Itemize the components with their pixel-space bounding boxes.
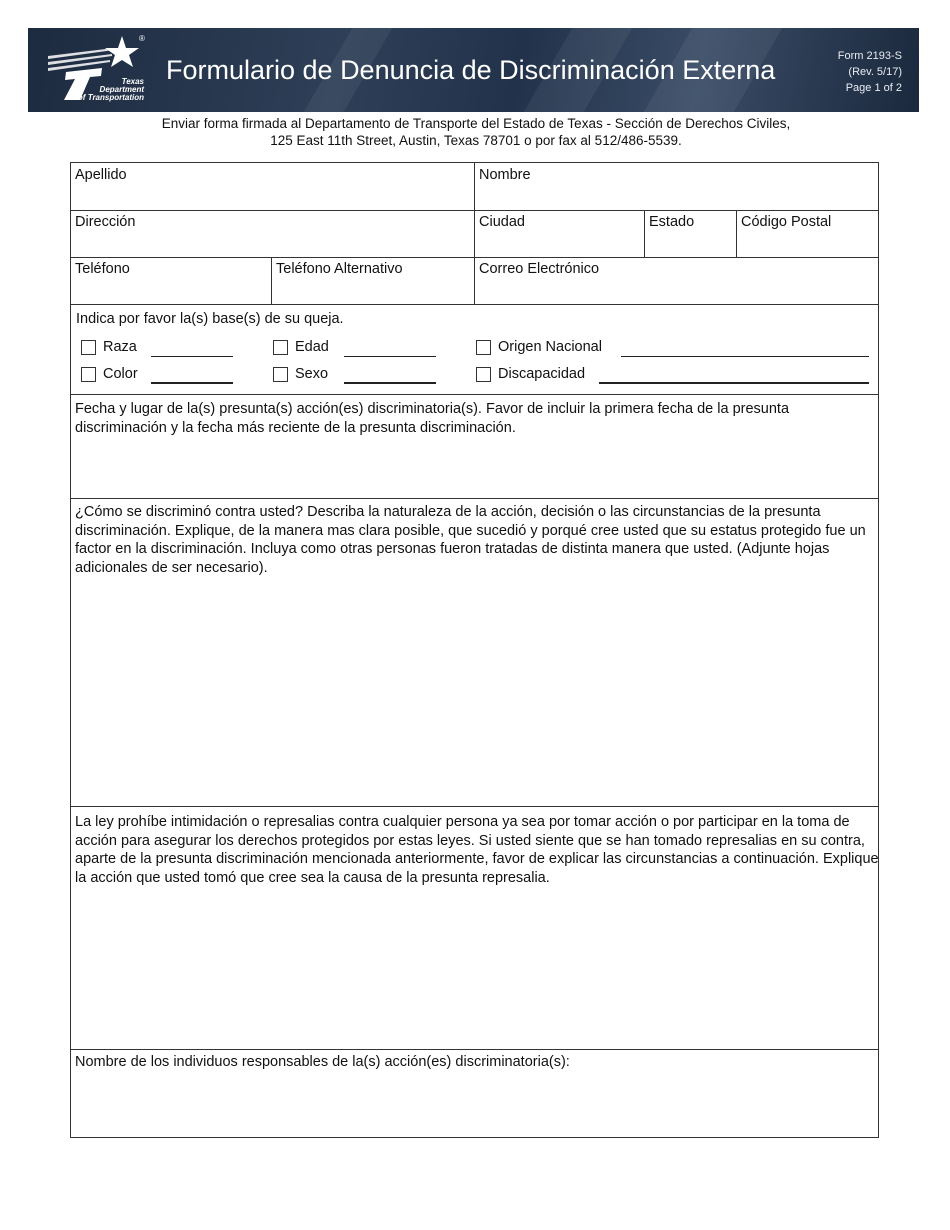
disability-checkbox[interactable] xyxy=(476,367,491,382)
zip-field[interactable]: Código Postal xyxy=(741,214,832,230)
race-checkbox[interactable] xyxy=(81,340,96,355)
form-number: Form 2193-S xyxy=(837,50,902,62)
complaint-form xyxy=(70,162,879,1138)
responsible-individuals-section[interactable]: Nombre de los individuos responsables de la(s) acción(es) discriminatoria(s): xyxy=(75,1054,570,1070)
last-name-field[interactable]: Apellido xyxy=(75,167,127,183)
city-field[interactable]: Ciudad xyxy=(479,214,525,230)
phone-field[interactable]: Teléfono xyxy=(75,261,130,277)
age-checkbox[interactable] xyxy=(273,340,288,355)
basis-prompt: Indica por favor la(s) base(s) de su queja. xyxy=(76,311,344,327)
basis-sex-option[interactable]: Sexo xyxy=(273,366,328,382)
basis-race-option[interactable]: Raza xyxy=(81,339,137,355)
address-field[interactable]: Dirección xyxy=(75,214,136,230)
alt-phone-field[interactable]: Teléfono Alternativo xyxy=(276,261,403,277)
email-field[interactable]: Correo Electrónico xyxy=(479,261,600,277)
page-indicator: Page 1 of 2 xyxy=(845,82,902,94)
basis-disability-option[interactable]: Discapacidad xyxy=(476,366,585,382)
basis-age-option[interactable]: Edad xyxy=(273,339,329,355)
race-blank[interactable] xyxy=(151,356,233,357)
color-blank[interactable] xyxy=(151,382,233,384)
logo-text: Texas Department of Transportation xyxy=(77,77,144,102)
form-meta xyxy=(838,48,902,96)
how-discriminated-section[interactable]: ¿Cómo se discriminó contra usted? Describa la naturaleza de la acción, decisión o las circunstancias de la presunta discriminación. Explique, de la manera mas clara posible, que sucedió y porqué cree usted que su estatus protegido fue un factor en la discriminación. Incluya como otras personas fueron tratadas de distinta manera que usted. (Adjunte hojas adicionales de ser necesario). xyxy=(75,504,866,576)
date-place-section[interactable]: Fecha y lugar de la(s) presunta(s) acción(es) discriminatoria(s). Favor de incluir la primera fecha de la presunta discriminación y la fecha más reciente de la presunta discriminación. xyxy=(75,401,790,436)
retaliation-section[interactable]: La ley prohíbe intimidación o represalias contra cualquier persona ya sea por tomar acción o por participar en la toma de acción para asegurar los derechos protegidos por estas leyes. Si usted siente que se han tomado represalias en su contra, aparte de la presunta discriminación mencionada anteriormente, favor de explicar las circunstancias a continuación. Explique la acción que usted tomó que cree sea la causa de la presunta represalia. xyxy=(75,814,879,886)
national-origin-blank[interactable] xyxy=(621,356,869,357)
page-title: Formulario de Denuncia de Discriminación Externa xyxy=(166,55,776,85)
basis-national-origin-option[interactable]: Origen Nacional xyxy=(476,339,602,355)
disability-blank[interactable] xyxy=(599,382,869,384)
first-name-field[interactable]: Nombre xyxy=(479,167,531,183)
txdot-logo xyxy=(44,34,144,106)
sex-checkbox[interactable] xyxy=(273,367,288,382)
basis-color-option[interactable]: Color xyxy=(81,366,138,382)
submission-instructions: Enviar forma firmada al Departamento de Transporte del Estado de Texas - Sección de Derechos Civiles, 125 East 11th Street, Austin, Texas 78701 o por fax al 512/486-5539. xyxy=(161,116,791,148)
national-origin-checkbox[interactable] xyxy=(476,340,491,355)
age-blank[interactable] xyxy=(344,356,436,357)
color-checkbox[interactable] xyxy=(81,367,96,382)
sex-blank[interactable] xyxy=(344,382,436,384)
registered-mark: ® xyxy=(139,34,145,43)
state-field[interactable]: Estado xyxy=(649,214,695,230)
header-banner xyxy=(28,28,919,112)
form-revision: (Rev. 5/17) xyxy=(848,66,902,78)
